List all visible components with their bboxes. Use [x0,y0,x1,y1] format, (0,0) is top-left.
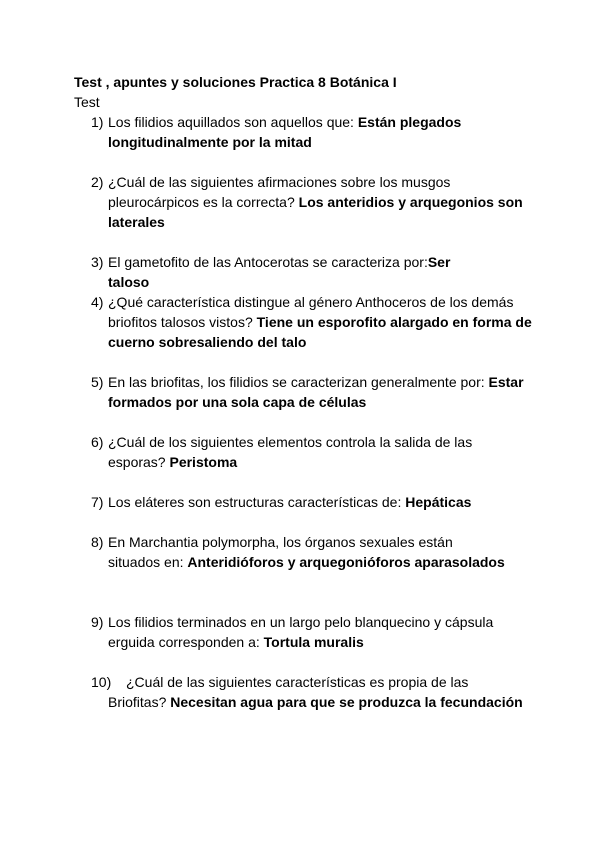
question-text [108,612,528,652]
question-text [108,252,493,292]
question-answer: Ser taloso [108,254,451,290]
question-number: 7) [91,494,104,510]
question-answer: Los anteridios y arquegonios son laterales [108,194,523,230]
question-text [108,172,538,232]
question-text [108,532,508,572]
question-prompt: ¿Cuál de las siguientes características es propia de las Briofitas? [108,674,469,710]
question-prompt: Los filidios aquillados son aquellos que: [108,114,358,130]
question-number: 9) [91,614,104,630]
question-number: 2) [91,174,104,190]
question-prompt: ¿Cuál de las siguientes afirmaciones sobre los musgos pleurocárpicos es la correcta? [108,174,451,210]
question-text [108,112,528,152]
question-number: 6) [91,434,104,450]
question-text [108,672,528,712]
question-prompt: ¿Cuál de los siguientes elementos controla la salida de las esporas? [108,434,473,470]
question-answer: Anteridióforos y arquegonióforos aparasolados [187,554,505,570]
question-answer: Necesitan agua para que se produzca la fecundación [170,694,523,710]
question-prompt: En las briofitas, los filidios se caracterizan generalmente por: [108,374,489,390]
question-answer: Hepáticas [405,494,472,510]
question-text [108,432,528,472]
question-text [108,292,548,352]
question-number: 5) [91,374,104,390]
question-answer: Peristoma [169,454,238,470]
document-title: Test , apuntes y soluciones Practica 8 Botánica I [74,74,397,90]
question-prompt: Los filidios terminados en un largo pelo blanquecino y cápsula erguida corresponden a: [108,614,494,650]
question-answer: Tiene un esporofito alargado en forma de cuerno sobresaliendo del talo [108,314,532,350]
document-subtitle: Test [74,94,100,110]
question-text [108,492,548,512]
question-number: 4) [91,294,104,310]
question-number: 8) [91,534,104,550]
question-prompt: Los eláteres son estructuras características de: [108,494,406,510]
question-answer: Tortula muralis [263,634,364,650]
question-text [108,372,538,412]
question-number: 10) [91,674,112,690]
question-number: 3) [91,254,104,270]
question-prompt: El gametofito de las Antocerotas se caracteriza por: [108,254,428,270]
question-prompt: En Marchantia polymorpha, los órganos sexuales están situados en: [108,534,453,570]
question-prompt: ¿Qué característica distingue al género Anthoceros de los demás briofitos talosos vistos? [108,294,514,330]
question-answer: Están plegados longitudinalmente por la mitad [108,114,462,150]
question-answer: Estar formados por una sola capa de células [108,374,524,410]
question-number: 1) [91,114,104,130]
